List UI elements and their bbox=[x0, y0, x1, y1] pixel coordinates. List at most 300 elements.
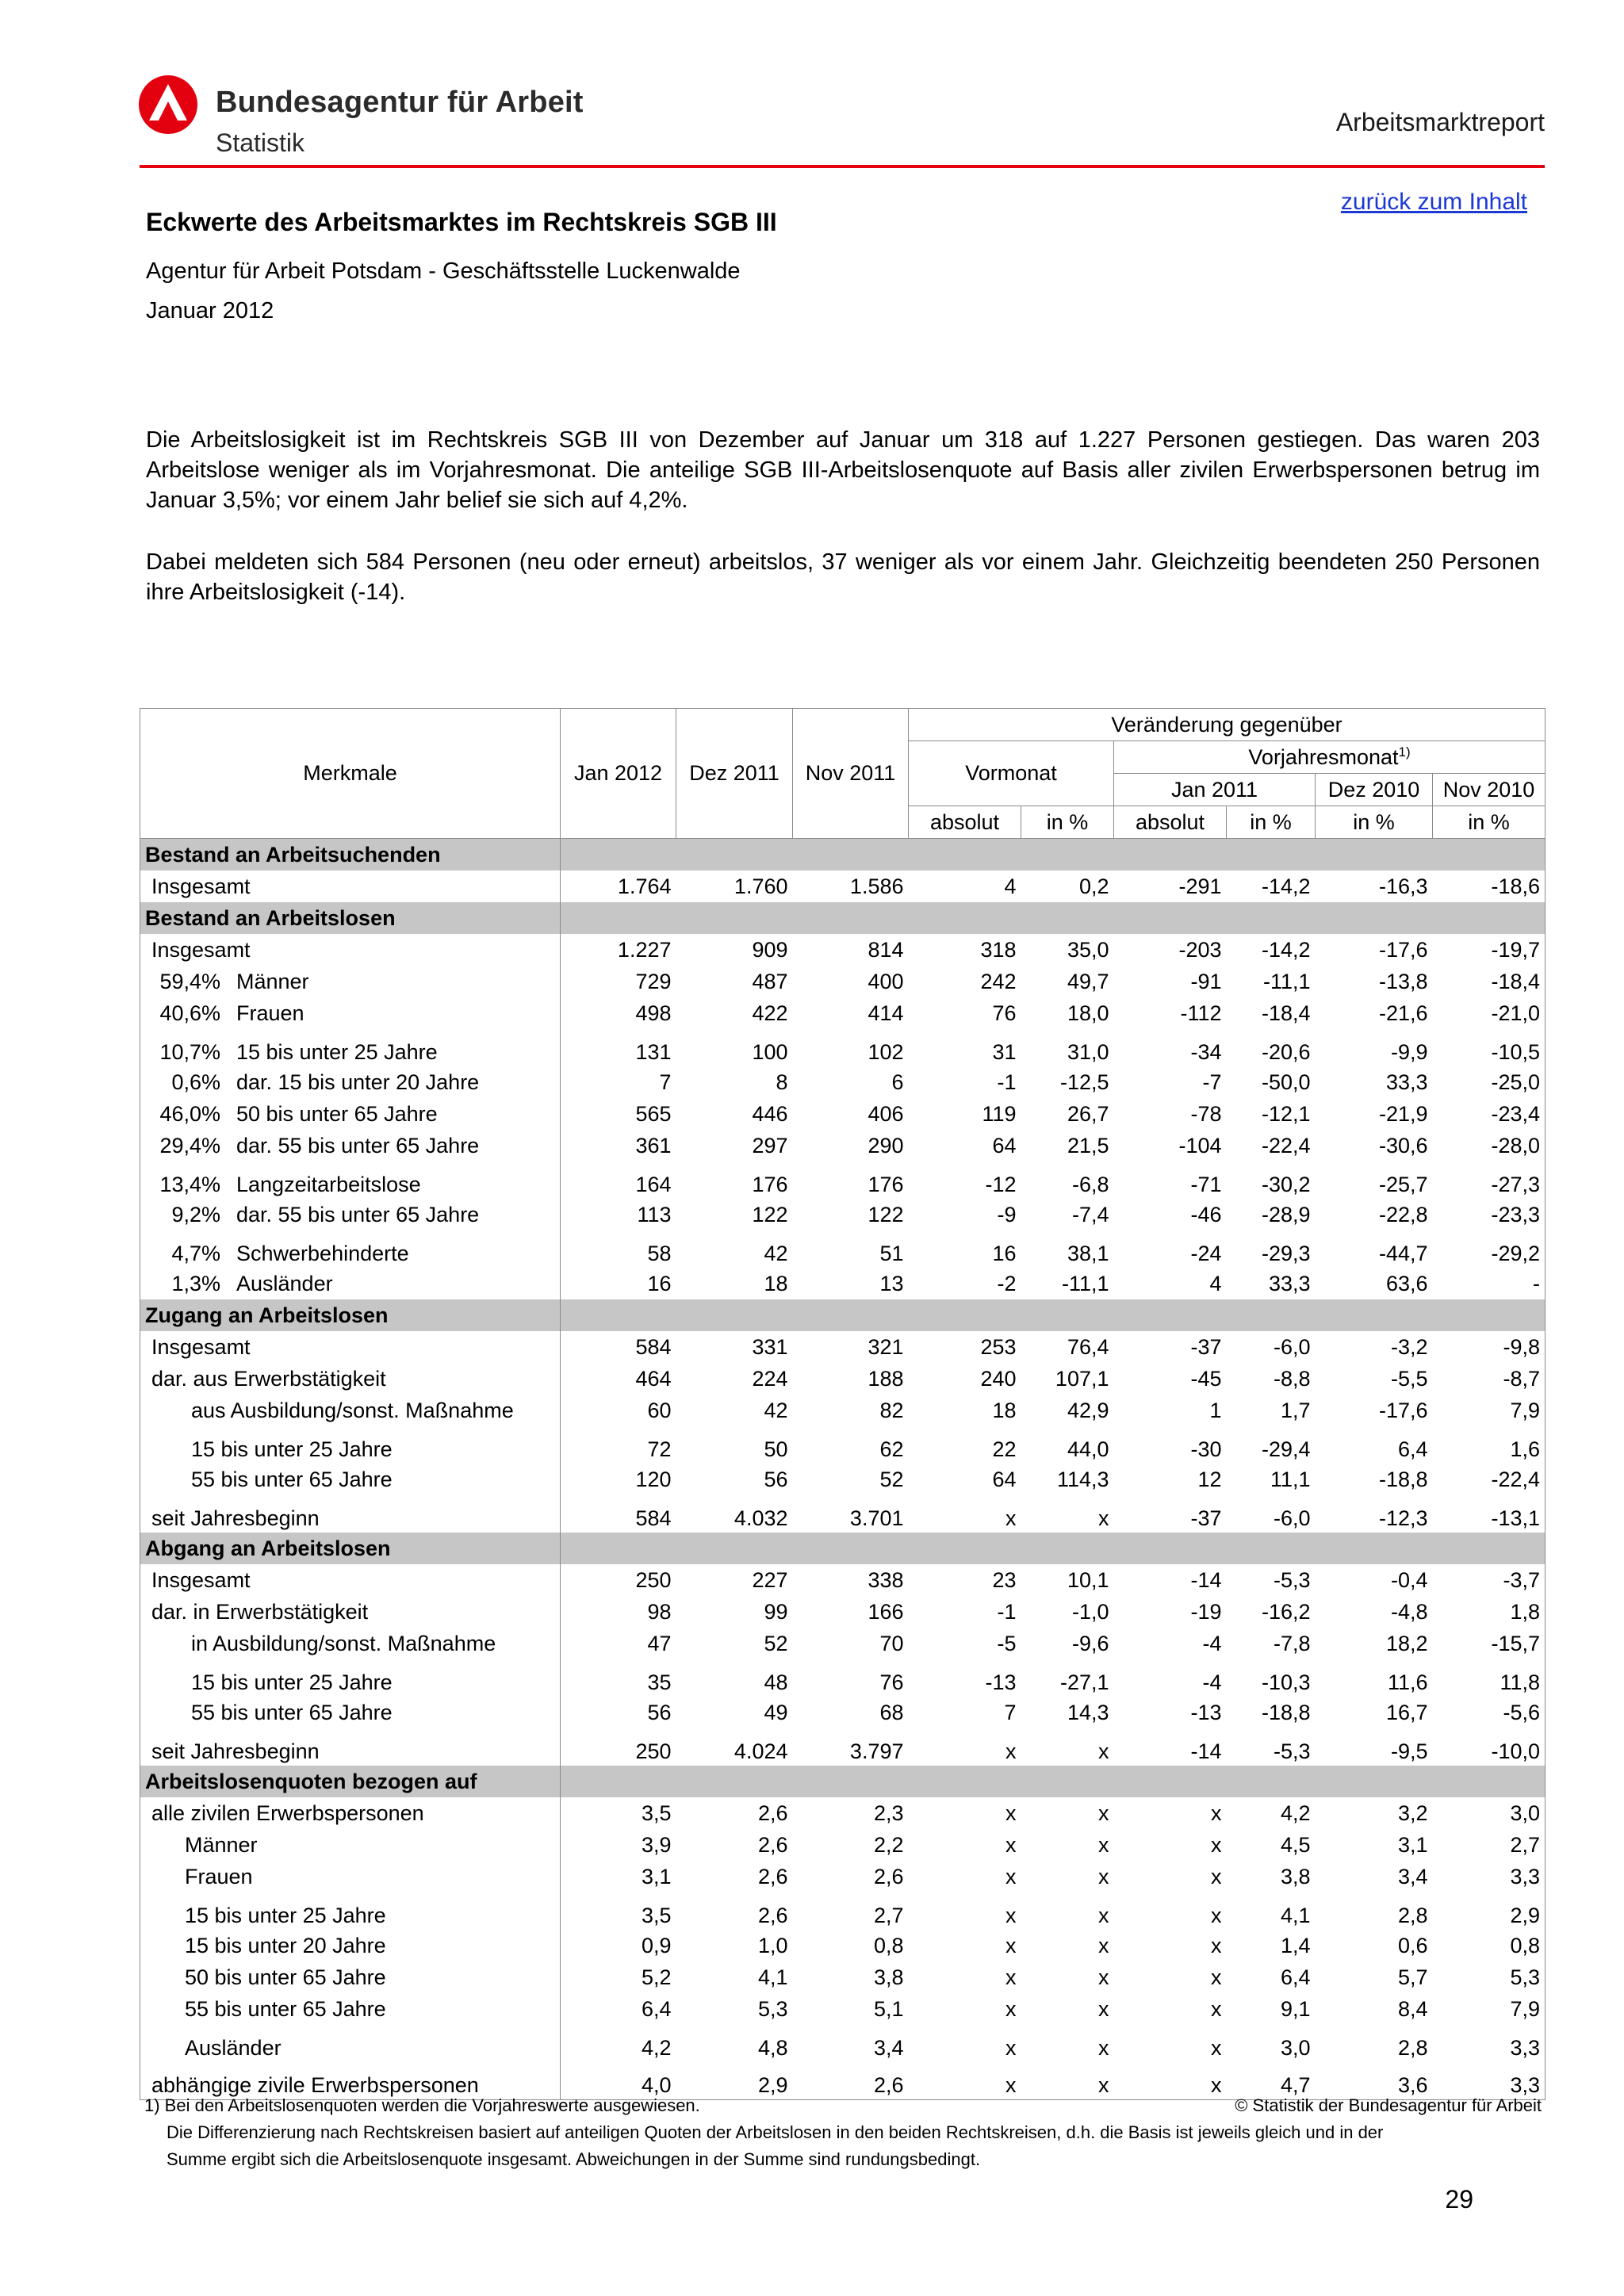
table-cell: 166 bbox=[868, 1599, 904, 1624]
col-header-vormonat-absolut: absolut bbox=[909, 806, 1021, 839]
table-row bbox=[140, 1797, 1545, 1829]
table-cell: 7 bbox=[1004, 1700, 1017, 1724]
table-cell: x bbox=[1211, 2073, 1222, 2097]
table-cell: -6,8 bbox=[1071, 1173, 1109, 1196]
row-label-cell bbox=[140, 1659, 561, 1697]
table-cell: 3,1 bbox=[1397, 1832, 1428, 1857]
table-row bbox=[140, 1426, 1545, 1464]
table-cell: 4.032 bbox=[733, 1506, 788, 1530]
table-cell: -37 bbox=[1190, 1506, 1222, 1530]
row-label-cell bbox=[140, 1130, 561, 1161]
period-subtitle: Januar 2012 bbox=[146, 298, 274, 323]
row-label: Männer bbox=[236, 969, 309, 993]
table-cell: - bbox=[1533, 1271, 1541, 1295]
table-row bbox=[140, 2062, 1545, 2100]
row-label-cell bbox=[140, 1199, 561, 1230]
row-share-pct: 40,6% bbox=[159, 1001, 220, 1025]
table-cell: 1 bbox=[1209, 1398, 1222, 1422]
table-row bbox=[140, 1728, 1545, 1766]
table-cell: x bbox=[1005, 1832, 1017, 1857]
table-cell: -23,3 bbox=[1491, 1202, 1541, 1226]
back-to-contents-link[interactable]: zurück zum Inhalt bbox=[1340, 189, 1527, 215]
table-cell: 338 bbox=[868, 1567, 904, 1592]
table-cell: -27,3 bbox=[1491, 1173, 1541, 1196]
table-cell: -17,6 bbox=[1378, 937, 1428, 962]
table-cell: 3,1 bbox=[641, 1864, 672, 1888]
table-row bbox=[140, 1098, 1545, 1130]
col-header-veraenderung: Veränderung gegenüber bbox=[909, 709, 1545, 741]
table-cell: 2,6 bbox=[873, 2073, 904, 2097]
section-header-row bbox=[140, 1533, 1545, 1564]
table-cell: 2,8 bbox=[1397, 1904, 1428, 1927]
table-cell: 7 bbox=[659, 1070, 672, 1094]
table-cell: -12,3 bbox=[1378, 1506, 1428, 1530]
table-cell: 487 bbox=[752, 969, 788, 993]
row-label: Ausländer bbox=[236, 1271, 333, 1295]
table-cell: 176 bbox=[868, 1173, 904, 1196]
table-cell: 8,4 bbox=[1397, 1996, 1428, 2021]
table-cell: 361 bbox=[635, 1133, 672, 1158]
row-label: 15 bis unter 20 Jahre bbox=[185, 1933, 386, 1957]
col-header-vormonat-pct: in % bbox=[1021, 806, 1114, 839]
row-label-cell bbox=[140, 1628, 561, 1659]
table-cell: x bbox=[1005, 1996, 1017, 2021]
row-label-cell bbox=[140, 1230, 561, 1268]
table-cell: -25,7 bbox=[1378, 1173, 1428, 1196]
table-cell: 64 bbox=[992, 1467, 1017, 1491]
brand-subtitle: Statistik bbox=[216, 128, 305, 157]
table-cell: 99 bbox=[764, 1599, 788, 1624]
table-cell: -7 bbox=[1202, 1070, 1222, 1094]
table-cell: -2 bbox=[997, 1271, 1017, 1295]
table-cell: -18,8 bbox=[1261, 1700, 1311, 1724]
table-cell: 26,7 bbox=[1067, 1101, 1109, 1126]
row-label-cell bbox=[140, 1395, 561, 1426]
table-row bbox=[140, 1161, 1545, 1199]
col-header-nov2010-pct: in % bbox=[1433, 806, 1545, 839]
section-header-row bbox=[140, 839, 1545, 871]
table-cell: 13 bbox=[879, 1271, 904, 1295]
table-cell: -21,0 bbox=[1491, 1001, 1541, 1025]
table-cell: -203 bbox=[1178, 937, 1222, 962]
table-cell: -5,3 bbox=[1273, 1739, 1311, 1763]
table-cell: 122 bbox=[868, 1202, 904, 1226]
row-label-cell bbox=[140, 1331, 561, 1363]
table-cell: 11,6 bbox=[1387, 1670, 1428, 1694]
table-cell: 0,9 bbox=[641, 1933, 672, 1957]
row-label: Insgesamt bbox=[151, 874, 251, 898]
table-cell: 98 bbox=[647, 1599, 672, 1624]
table-cell: -5,6 bbox=[1503, 1700, 1541, 1724]
row-label: 55 bis unter 65 Jahre bbox=[191, 1700, 393, 1724]
table-cell: 4,0 bbox=[641, 2073, 672, 2097]
table-cell: x bbox=[1098, 1506, 1109, 1530]
table-cell: 8 bbox=[776, 1070, 788, 1094]
row-share-pct: 46,0% bbox=[159, 1101, 220, 1126]
row-label: aus Ausbildung/sonst. Maßnahme bbox=[191, 1398, 514, 1422]
table-cell: 21,5 bbox=[1067, 1133, 1109, 1158]
table-cell: -4,8 bbox=[1390, 1599, 1428, 1624]
col-header-nov2011: Nov 2011 bbox=[793, 709, 909, 839]
table-cell: -6,0 bbox=[1273, 1506, 1311, 1530]
table-cell: -4 bbox=[1202, 1631, 1222, 1655]
table-row bbox=[140, 1697, 1545, 1728]
labor-market-table-wrapper bbox=[140, 708, 1545, 2100]
row-label-cell bbox=[140, 1697, 561, 1728]
table-cell: -12,1 bbox=[1261, 1101, 1311, 1126]
table-cell: -24 bbox=[1190, 1242, 1222, 1265]
row-label-cell bbox=[140, 1161, 561, 1199]
table-cell: x bbox=[1211, 1933, 1222, 1957]
table-cell: -18,8 bbox=[1378, 1467, 1428, 1491]
row-share-pct: 4,7% bbox=[171, 1242, 220, 1265]
table-cell: x bbox=[1098, 2073, 1109, 2097]
table-cell: 3,5 bbox=[641, 1800, 672, 1825]
table-cell: -13 bbox=[985, 1670, 1017, 1694]
ba-logo-icon bbox=[138, 75, 198, 135]
table-cell: -3,7 bbox=[1503, 1567, 1541, 1592]
table-row bbox=[140, 1628, 1545, 1659]
table-cell: x bbox=[1211, 2036, 1222, 2060]
table-row bbox=[140, 1395, 1545, 1426]
table-cell: -7,8 bbox=[1273, 1631, 1311, 1655]
table-cell: 22 bbox=[992, 1437, 1017, 1461]
table-cell: 3,5 bbox=[641, 1904, 672, 1927]
table-cell: 5,3 bbox=[1510, 1965, 1541, 1989]
table-cell: x bbox=[1098, 1965, 1109, 1989]
row-label-cell bbox=[140, 934, 561, 966]
table-cell: -15,7 bbox=[1491, 1631, 1541, 1655]
row-label-cell bbox=[140, 1029, 561, 1066]
row-label-cell bbox=[140, 2025, 561, 2062]
table-cell: 114,3 bbox=[1056, 1467, 1109, 1491]
table-row bbox=[140, 1495, 1545, 1533]
table-cell: 2,6 bbox=[757, 1864, 788, 1888]
table-cell: 297 bbox=[752, 1133, 788, 1158]
row-label: seit Jahresbeginn bbox=[151, 1739, 320, 1763]
table-cell: -13,8 bbox=[1378, 969, 1428, 993]
table-cell: 584 bbox=[635, 1334, 672, 1359]
table-cell: 44,0 bbox=[1067, 1437, 1109, 1461]
table-cell: 6,4 bbox=[1280, 1965, 1311, 1989]
row-label-cell bbox=[140, 1495, 561, 1533]
section-fill bbox=[561, 902, 1545, 934]
row-label-cell bbox=[140, 1464, 561, 1495]
table-cell: 72 bbox=[647, 1437, 672, 1461]
row-share-pct: 29,4% bbox=[159, 1133, 220, 1158]
table-cell: 5,3 bbox=[757, 1996, 788, 2021]
col-header-nov2010: Nov 2010 bbox=[1433, 774, 1545, 806]
table-cell: -14,2 bbox=[1261, 874, 1311, 898]
table-cell: 14,3 bbox=[1067, 1700, 1109, 1724]
table-cell: 31,0 bbox=[1067, 1040, 1109, 1064]
table-cell: 51 bbox=[879, 1242, 904, 1265]
table-row bbox=[140, 1829, 1545, 1861]
table-cell: x bbox=[1211, 1800, 1222, 1825]
table-row bbox=[140, 1659, 1545, 1697]
table-cell: -30,6 bbox=[1378, 1133, 1428, 1158]
table-cell: 2,6 bbox=[757, 1832, 788, 1857]
table-cell: 4,2 bbox=[1280, 1800, 1311, 1825]
section-fill bbox=[561, 1299, 1545, 1331]
table-row bbox=[140, 1066, 1545, 1098]
table-cell: -19,7 bbox=[1491, 937, 1541, 962]
table-cell: 76 bbox=[879, 1670, 904, 1694]
table-cell: 242 bbox=[980, 969, 1017, 993]
table-cell: -14 bbox=[1190, 1567, 1222, 1592]
row-label-cell bbox=[140, 1797, 561, 1829]
table-body bbox=[140, 839, 1545, 2100]
table-cell: 446 bbox=[752, 1101, 788, 1126]
table-cell: -12 bbox=[985, 1173, 1017, 1196]
row-label: 50 bis unter 65 Jahre bbox=[185, 1965, 386, 1989]
table-cell: -1 bbox=[997, 1599, 1017, 1624]
table-cell: -5 bbox=[997, 1631, 1017, 1655]
row-label-cell bbox=[140, 1564, 561, 1596]
table-cell: 227 bbox=[752, 1567, 788, 1592]
table-cell: -9,6 bbox=[1071, 1631, 1109, 1655]
table-cell: 4,8 bbox=[757, 2036, 788, 2060]
table-cell: 1,7 bbox=[1280, 1398, 1311, 1422]
table-cell: 56 bbox=[647, 1700, 672, 1724]
col-header-vormonat: Vormonat bbox=[909, 741, 1114, 806]
table-row bbox=[140, 966, 1545, 997]
table-cell: 31 bbox=[992, 1040, 1017, 1064]
table-cell: -21,6 bbox=[1378, 1001, 1428, 1025]
table-cell: 58 bbox=[647, 1242, 672, 1265]
table-cell: 4,2 bbox=[641, 2036, 672, 2060]
row-label-cell bbox=[140, 997, 561, 1029]
table-cell: 52 bbox=[764, 1631, 788, 1655]
table-cell: 48 bbox=[764, 1670, 788, 1694]
table-cell: 6,4 bbox=[641, 1996, 672, 2021]
table-cell: x bbox=[1211, 1965, 1222, 1989]
table-cell: -13,1 bbox=[1491, 1506, 1541, 1530]
table-cell: 82 bbox=[879, 1398, 904, 1422]
table-cell: 70 bbox=[879, 1631, 904, 1655]
table-cell: 290 bbox=[868, 1133, 904, 1158]
table-cell: 47 bbox=[647, 1631, 672, 1655]
table-cell: 5,1 bbox=[873, 1996, 904, 2021]
table-cell: -28,9 bbox=[1261, 1202, 1311, 1226]
row-label: 15 bis unter 25 Jahre bbox=[236, 1040, 438, 1064]
table-cell: -5,5 bbox=[1390, 1366, 1428, 1391]
row-label: 55 bis unter 65 Jahre bbox=[185, 1996, 386, 2021]
table-cell: 42 bbox=[764, 1242, 788, 1265]
table-cell: 7,9 bbox=[1510, 1996, 1541, 2021]
section-header-row bbox=[140, 1766, 1545, 1797]
table-cell: -8,7 bbox=[1503, 1366, 1541, 1391]
table-cell: -11,1 bbox=[1061, 1271, 1109, 1295]
row-share-pct: 59,4% bbox=[159, 969, 220, 993]
section-fill bbox=[561, 1766, 1545, 1797]
row-label: dar. aus Erwerbstätigkeit bbox=[151, 1366, 386, 1391]
table-cell: -1 bbox=[997, 1070, 1017, 1094]
row-label: dar. 55 bis unter 65 Jahre bbox=[236, 1133, 480, 1158]
table-cell: 10,1 bbox=[1067, 1567, 1109, 1592]
table-cell: -9,5 bbox=[1390, 1739, 1428, 1763]
header-divider bbox=[140, 165, 1545, 168]
table-cell: 2,8 bbox=[1397, 2036, 1428, 2060]
table-cell: -91 bbox=[1190, 969, 1222, 993]
table-cell: 100 bbox=[752, 1040, 788, 1064]
table-cell: 42 bbox=[764, 1398, 788, 1422]
row-label: 15 bis unter 25 Jahre bbox=[191, 1437, 393, 1461]
table-cell: 729 bbox=[635, 969, 672, 993]
table-cell: 4,1 bbox=[1280, 1904, 1311, 1927]
table-cell: 11,1 bbox=[1270, 1467, 1311, 1491]
row-label: in Ausbildung/sonst. Maßnahme bbox=[191, 1631, 496, 1655]
row-label-cell bbox=[140, 1861, 561, 1892]
table-cell: x bbox=[1098, 1800, 1109, 1825]
row-label: Schwerbehinderte bbox=[236, 1242, 409, 1265]
table-cell: -3,2 bbox=[1390, 1334, 1428, 1359]
table-cell: -30 bbox=[1190, 1437, 1222, 1461]
row-label: Frauen bbox=[185, 1864, 253, 1888]
table-cell: 321 bbox=[868, 1334, 904, 1359]
table-cell: 76,4 bbox=[1067, 1334, 1109, 1359]
table-cell: -19 bbox=[1190, 1599, 1222, 1624]
row-label: Frauen bbox=[236, 1001, 304, 1025]
table-cell: 3,0 bbox=[1280, 2036, 1311, 2060]
table-cell: 3.797 bbox=[849, 1739, 904, 1763]
table-cell: 42,9 bbox=[1067, 1398, 1109, 1422]
table-row bbox=[140, 1029, 1545, 1066]
section-header-row bbox=[140, 1299, 1545, 1331]
table-cell: -44,7 bbox=[1378, 1242, 1428, 1265]
page-number: 29 bbox=[1445, 2185, 1473, 2214]
agency-subtitle: Agentur für Arbeit Potsdam - Geschäftsstelle Luckenwalde bbox=[146, 258, 741, 284]
table-cell: 6 bbox=[891, 1070, 904, 1094]
section-title: Bestand an Arbeitslosen bbox=[140, 902, 561, 934]
table-cell: -22,4 bbox=[1491, 1467, 1541, 1491]
col-header-vorjahr-pct: in % bbox=[1227, 806, 1316, 839]
table-cell: 5,7 bbox=[1397, 1965, 1428, 1989]
table-cell: x bbox=[1005, 1800, 1017, 1825]
row-label: Ausländer bbox=[185, 2036, 282, 2060]
table-cell: -9,8 bbox=[1503, 1334, 1541, 1359]
table-cell: 2,7 bbox=[1510, 1832, 1541, 1857]
col-header-dez2010: Dez 2010 bbox=[1316, 774, 1433, 806]
report-title: Arbeitsmarktreport bbox=[1335, 108, 1545, 136]
table-row bbox=[140, 1199, 1545, 1230]
col-header-dez2010-pct: in % bbox=[1316, 806, 1433, 839]
table-cell: 16,7 bbox=[1385, 1700, 1428, 1724]
table-cell: 176 bbox=[752, 1173, 788, 1196]
row-label-cell bbox=[140, 1098, 561, 1130]
table-cell: 253 bbox=[980, 1334, 1017, 1359]
table-cell: x bbox=[1211, 1996, 1222, 2021]
table-cell: 240 bbox=[980, 1366, 1017, 1391]
table-cell: 38,1 bbox=[1067, 1242, 1109, 1265]
section-title: Zugang an Arbeitslosen bbox=[140, 1299, 561, 1331]
table-cell: x bbox=[1005, 2036, 1017, 2060]
col-header-merkmale: Merkmale bbox=[140, 709, 561, 839]
table-cell: 4.024 bbox=[733, 1739, 788, 1763]
table-cell: 113 bbox=[637, 1202, 672, 1226]
table-cell: 1.586 bbox=[849, 874, 904, 898]
summary-paragraph-1: Die Arbeitslosigkeit ist im Rechtskreis SGB III von Dezember auf Januar um 318 auf 1.227 Personen gestiegen. Das waren 203 Arbeitslose weniger als im Vorjahresmonat. Die anteilige SGB III-Arbeitslosenquote auf Basis aller zivilen Erwerbspersonen betrug im Januar 3,5%; vor einem Jahr belief sie sich auf 4,2%. bbox=[146, 427, 1540, 513]
table-cell: -4 bbox=[1202, 1670, 1222, 1694]
table-cell: 3,3 bbox=[1510, 1864, 1541, 1888]
col-header-jan2011: Jan 2011 bbox=[1114, 774, 1316, 806]
table-cell: -30,2 bbox=[1261, 1173, 1311, 1196]
table-cell: 50 bbox=[764, 1437, 788, 1461]
row-share-pct: 13,4% bbox=[159, 1173, 220, 1196]
table-cell: 3,4 bbox=[1397, 1864, 1428, 1888]
table-cell: -104 bbox=[1178, 1133, 1222, 1158]
table-cell: 1,6 bbox=[1510, 1437, 1541, 1461]
table-cell: 414 bbox=[868, 1001, 904, 1025]
table-cell: 2,9 bbox=[1510, 1904, 1541, 1927]
table-cell: 119 bbox=[982, 1101, 1017, 1126]
table-cell: x bbox=[1005, 1864, 1017, 1888]
row-share-pct: 0,6% bbox=[171, 1070, 220, 1094]
table-cell: 1.760 bbox=[733, 874, 788, 898]
table-cell: x bbox=[1098, 1996, 1109, 2021]
table-row bbox=[140, 1464, 1545, 1495]
table-cell: x bbox=[1211, 1864, 1222, 1888]
section-title: Bestand an Arbeitsuchenden bbox=[140, 839, 561, 871]
table-row bbox=[140, 1331, 1545, 1363]
table-cell: 16 bbox=[992, 1242, 1017, 1265]
table-cell: -112 bbox=[1180, 1001, 1222, 1025]
table-cell: -9,9 bbox=[1390, 1040, 1428, 1064]
row-share-pct: 1,3% bbox=[171, 1271, 220, 1295]
table-cell: x bbox=[1005, 1965, 1017, 1989]
table-row bbox=[140, 1861, 1545, 1892]
row-label: 55 bis unter 65 Jahre bbox=[191, 1467, 393, 1491]
table-row bbox=[140, 997, 1545, 1029]
table-cell: 2,2 bbox=[873, 1832, 904, 1857]
table-cell: 76 bbox=[992, 1001, 1017, 1025]
section-fill bbox=[561, 839, 1545, 871]
row-label-cell bbox=[140, 1728, 561, 1766]
row-label: dar. 55 bis unter 65 Jahre bbox=[236, 1202, 480, 1226]
table-cell: -7,4 bbox=[1071, 1202, 1109, 1226]
row-label: Langzeitarbeitslose bbox=[236, 1173, 421, 1196]
brand-name: Bundesagentur für Arbeit bbox=[216, 86, 584, 119]
table-cell: -18,4 bbox=[1491, 969, 1541, 993]
table-cell: -71 bbox=[1190, 1173, 1222, 1196]
section-header-row bbox=[140, 902, 1545, 934]
table-cell: -8,8 bbox=[1273, 1366, 1311, 1391]
table-cell: 422 bbox=[752, 1001, 788, 1025]
table-cell: 3,9 bbox=[641, 1832, 672, 1857]
table-cell: 3,8 bbox=[1280, 1864, 1311, 1888]
table-cell: x bbox=[1211, 1832, 1222, 1857]
table-cell: 2,6 bbox=[873, 1864, 904, 1888]
table-cell: x bbox=[1005, 2073, 1017, 2097]
footnote-marker: 1) bbox=[1398, 744, 1411, 760]
table-cell: 131 bbox=[635, 1040, 672, 1064]
table-cell: 164 bbox=[635, 1173, 672, 1196]
table-row bbox=[140, 871, 1545, 902]
table-cell: 3,3 bbox=[1510, 2073, 1541, 2097]
table-cell: 0,8 bbox=[1510, 1933, 1541, 1957]
row-label: Insgesamt bbox=[151, 937, 251, 962]
table-cell: -14 bbox=[1190, 1739, 1222, 1763]
table-cell: x bbox=[1005, 1506, 1017, 1530]
table-cell: -10,5 bbox=[1491, 1040, 1541, 1064]
table-cell: 2,6 bbox=[757, 1800, 788, 1825]
table-cell: -9 bbox=[997, 1202, 1017, 1226]
footnote-1: 1) Bei den Arbeitslosenquoten werden die Vorjahreswerte ausgewiesen. bbox=[144, 2095, 700, 2115]
table-cell: 400 bbox=[868, 969, 904, 993]
labor-market-table bbox=[140, 708, 1545, 2100]
table-cell: 102 bbox=[868, 1040, 904, 1064]
table-cell: x bbox=[1098, 1739, 1109, 1763]
